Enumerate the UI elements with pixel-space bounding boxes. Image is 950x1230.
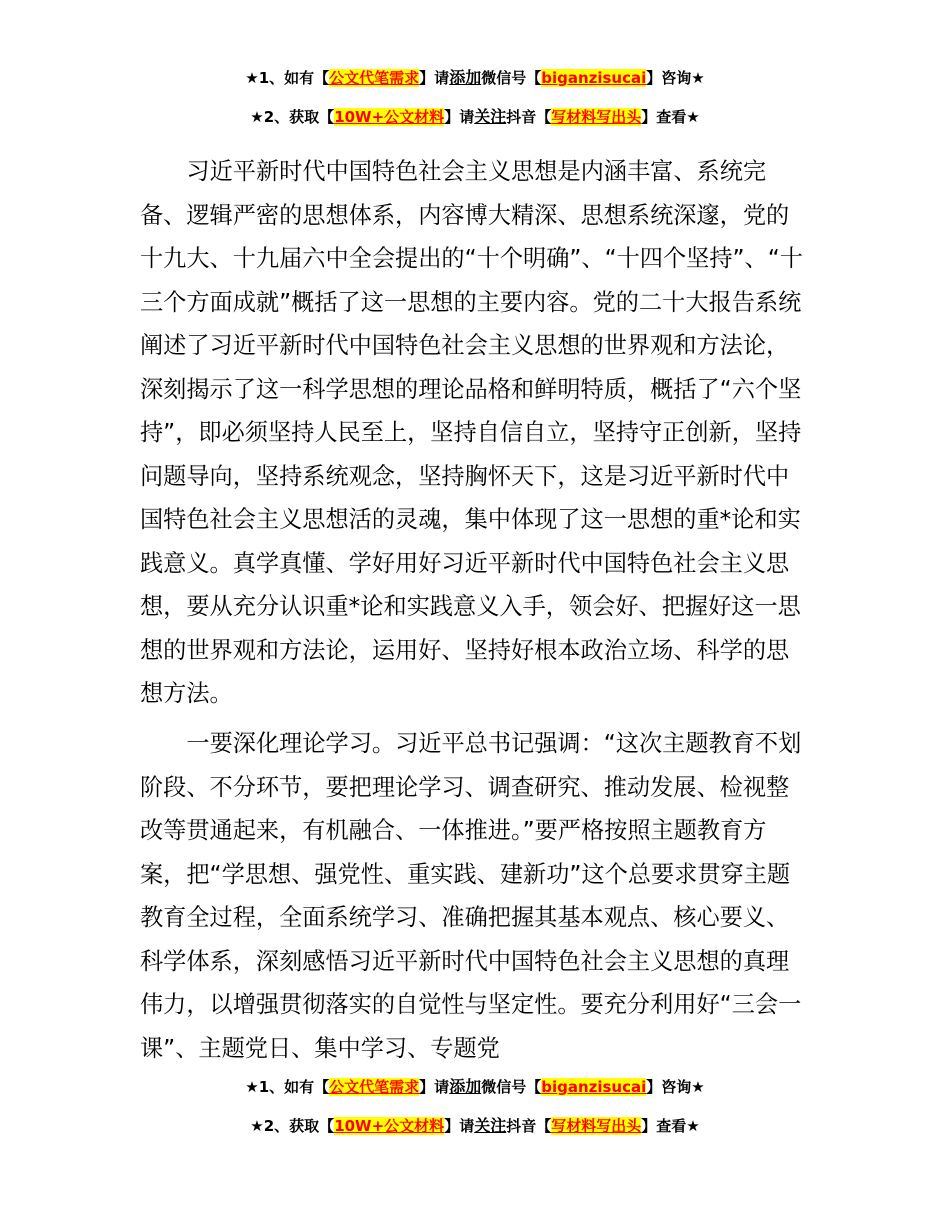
promo-highlight: 公文代笔需求 <box>329 69 420 87</box>
promo-highlight: 写材料写出头 <box>551 1117 642 1135</box>
promo-emphasis: 关注 <box>474 107 507 126</box>
promo-mid: 】请 <box>444 108 475 126</box>
promo-highlight: 10W+公文材料 <box>334 108 445 126</box>
promo-prefix: ★2、获取【 <box>250 1117 335 1135</box>
promo-emphasis: 关注 <box>474 1116 507 1135</box>
promo-line-1 <box>0 68 950 88</box>
promo-prefix: ★1、如有【 <box>245 69 330 87</box>
promo-mid: 】请 <box>419 1078 450 1096</box>
promo-line-1 <box>0 1077 950 1097</box>
promo-emphasis: 添加 <box>449 68 482 87</box>
promo-highlight: 10W+公文材料 <box>334 1117 445 1135</box>
document-body-1 <box>140 150 812 716</box>
promo-suffix: 】咨询★ <box>646 1078 705 1096</box>
promo-highlight: biganzisucai <box>541 1078 647 1096</box>
promo-mid: 】请 <box>419 69 450 87</box>
promo-suffix: 】查看★ <box>641 1117 700 1135</box>
document-body-2 <box>140 722 812 1070</box>
promo-suffix: 】咨询★ <box>646 69 705 87</box>
promo-mid: 微信号【 <box>481 69 542 87</box>
promo-emphasis: 添加 <box>449 1077 482 1096</box>
promo-mid: 】请 <box>444 1117 475 1135</box>
promo-line-2 <box>0 1116 950 1136</box>
promo-prefix: ★2、获取【 <box>250 108 335 126</box>
promo-highlight: biganzisucai <box>541 69 647 87</box>
promo-highlight: 写材料写出头 <box>551 108 642 126</box>
promo-mid: 抖音【 <box>506 108 552 126</box>
promo-suffix: 】查看★ <box>641 108 700 126</box>
promo-prefix: ★1、如有【 <box>245 1078 330 1096</box>
promo-mid: 抖音【 <box>506 1117 552 1135</box>
paragraph: 习近平新时代中国特色社会主义思想是内涵丰富、系统完备、逻辑严密的思想体系，内容博大精深、思想系统深邃，党的十九大、十九届六中全会提出的“十个明确”、“十四个坚持”、“十三个方面成就”概括了这一思想的主要内容。党的二十大报告系统阐述了习近平新时代中国特色社会主义思想的世界观和方法论，深刻揭示了这一科学思想的理论品格和鲜明特质，概括了“六个坚持”，即必须坚持人民至上，坚持自信自立，坚持守正创新，坚持问题导向，坚持系统观念，坚持胸怀天下，这是习近平新时代中国特色社会主义思想活的灵魂，集中体现了这一思想的重*论和实践意义。真学真懂、学好用好习近平新时代中国特色社会主义思想，要从充分认识重*论和实践意义入手，领会好、把握好这一思想的世界观和方法论，运用好、坚持好根本政治立场、科学的思想方法。 <box>140 158 803 707</box>
promo-mid: 微信号【 <box>481 1078 542 1096</box>
promo-highlight: 公文代笔需求 <box>329 1078 420 1096</box>
promo-line-2 <box>0 107 950 127</box>
paragraph: 一要深化理论学习。习近平总书记强调：“这次主题教育不划阶段、不分环节，要把理论学习、调查研究、推动发展、检视整改等贯通起来，有机融合、一体推进。”要严格按照主题教育方案，把“学思想、强党性、重实践、建新功”这个总要求贯穿主题教育全过程，全面系统学习、准确把握其基本观点、核心要义、科学体系，深刻感悟习近平新时代中国特色社会主义思想的真理伟力，以增强贯彻落实的自觉性与坚定性。要充分利用好“三会一课”、主题党日、集中学习、专题党 <box>140 730 802 1062</box>
